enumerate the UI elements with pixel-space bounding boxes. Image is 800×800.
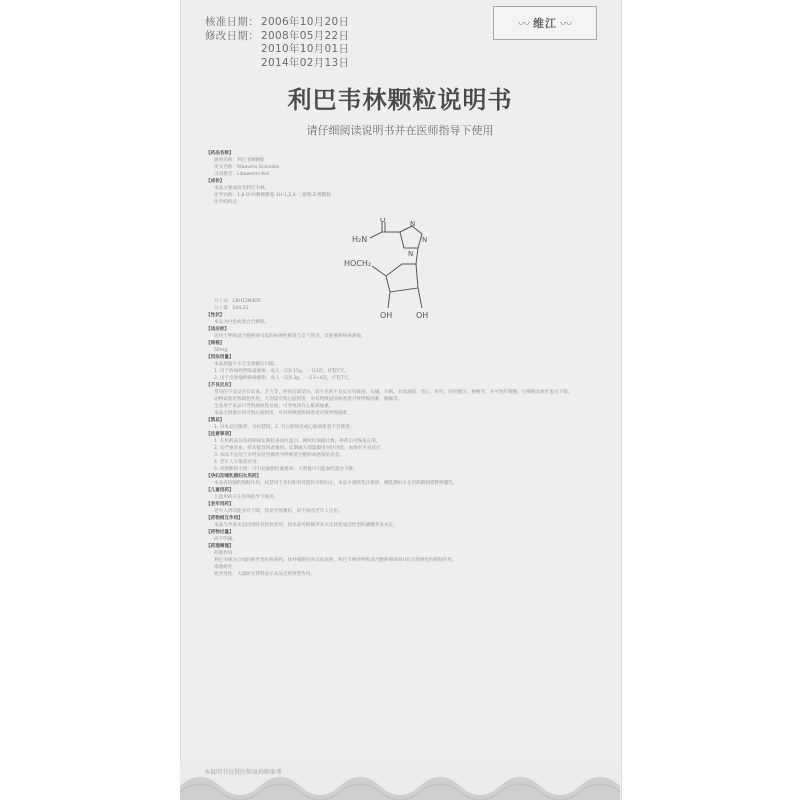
section-heading: 【孕妇及哺乳期妇女用药】 xyxy=(206,474,262,479)
section-text-line: 毒理研究 xyxy=(214,565,233,570)
nitrogen-label: N xyxy=(408,250,414,258)
section-text-line: 动物试验有致畸胎作用，大剂量可致心脏损害，对有呼吸道疾病患者可致呼吸困难、胸痛等。 xyxy=(214,397,403,402)
footer-text: 本说明书仅供医师及药师参考 xyxy=(204,769,283,776)
section-text-line: 2. 用于皮肤疱疹病毒感染：成人一次0.3g，一日3~4次，疗程7天。 xyxy=(214,376,353,381)
section-text-line: 本品大剂量应用可致心脏损害，对有呼吸道疾病患者可致呼吸困难。 xyxy=(214,411,352,416)
section-text-line: 1. 用于病毒性呼吸道感染：成人一次0.15g，一日3次，疗程7天。 xyxy=(214,369,350,374)
section-heading: 【老年用药】 xyxy=(206,502,234,507)
section-heading: 【适应症】 xyxy=(206,327,229,332)
section-text-line: 通用名称：利巴韦林颗粒 xyxy=(214,158,265,163)
hydroxyl-label: OH xyxy=(380,311,393,320)
section-heading: 【药理毒理】 xyxy=(206,544,234,549)
section-text-line: 全身用于本品可导致溶血性贫血，可导致原有心脏病加重。 xyxy=(214,404,334,409)
section-text-line: 4. 老年人不推荐应用。 xyxy=(214,460,262,465)
amide-label: H₂N xyxy=(352,235,368,244)
section-text-line: 药理作用 xyxy=(214,551,233,556)
section-text-line: 本品有较强的致畸作用，故禁用于孕妇和有可能怀孕的妇女。本品少量经乳汁排泄，哺乳期妇女在用药期间需暂停哺乳。 xyxy=(214,481,458,486)
date-row: 2014年02月13日 xyxy=(261,56,350,69)
section-heading: 【规格】 xyxy=(206,341,225,346)
section-heading: 【注意事项】 xyxy=(206,432,234,437)
decorative-wave-footer xyxy=(180,762,620,800)
document-title: 利巴韦林颗粒说明书 xyxy=(287,86,513,114)
hoch2-label: HOCH₂ xyxy=(344,259,372,268)
section-text-line: 分子量：244.21 xyxy=(214,306,249,311)
section-heading: 【儿童用药】 xyxy=(206,488,234,493)
section-text-line: 1. 在用药前及用药期间定期检查血红蛋白、网织红细胞计数，停药后可恢复正常。 xyxy=(214,439,381,444)
section-text-line: 汉语拼音：Libaweilin Keli xyxy=(214,172,270,177)
section-text-line: 英文名称：Ribavirin Granules xyxy=(214,165,280,170)
section-heading: 【药物相互作用】 xyxy=(206,516,243,521)
leaflet-sections-top xyxy=(206,150,590,206)
section-text-line: 1. 对本品过敏者、孕妇禁用。2. 有心脏病史或心脏病患者不宜使用。 xyxy=(214,425,355,430)
section-text-line: 儿童用药应在医师指导下使用。 xyxy=(214,495,279,500)
nitrogen-label: N xyxy=(410,220,416,228)
section-text-line: 致突变性：大量研究资料显示本品无致突变作用。 xyxy=(214,572,316,577)
date-row: 修改日期： 2008年05月22日 xyxy=(205,29,350,42)
section-text-line: 本品与齐多夫定同用时有拮抗作用，因本品可抑制齐多夫定转变成活性型的磷酸齐多夫定。 xyxy=(214,523,398,528)
brand-name: 维江 xyxy=(533,17,557,30)
section-text-line: 2. 有严重贫血、肝功能异常者慎用。长期或大剂量服用对肝功能、血象有不良反应。 xyxy=(214,446,386,451)
wave-icon: 〰 xyxy=(517,16,530,31)
section-text-line: 本品主要成份为利巴韦林。 xyxy=(214,186,270,191)
section-text-line: 常见的不良反应有贫血、乏力等，停药后即消失。较少见的不良反应有疲倦、头痛、失眠、食欲减退、恶心、呕吐、轻度腹泻、便秘等，并可致红细胞、白细胞及血红蛋白下降。 xyxy=(214,390,573,395)
section-heading: 【禁忌】 xyxy=(206,418,225,423)
section-heading: 【药物过量】 xyxy=(206,530,234,535)
section-text-line: 本品为白色或类白色颗粒。 xyxy=(214,320,270,325)
section-heading: 【用法用量】 xyxy=(206,355,234,360)
wave-icon: 〰 xyxy=(560,16,573,31)
section-text-line: 5. 对诊断的干扰：可引起血胆红素增高，大剂量可引起血红蛋白下降。 xyxy=(214,467,358,472)
section-text-line: 适用于呼吸道合胞病毒引起的病毒性肺炎与支气管炎，皮肤疱疹病毒感染。 xyxy=(214,334,366,339)
section-text-line: 分子式：C8H12N4O5 xyxy=(214,299,261,304)
section-heading: 【药品名称】 xyxy=(206,151,234,156)
section-text-line: 本品用温开水完全溶解后口服。 xyxy=(214,362,279,367)
section-text-line: 利巴韦林为合成的核苷类抗病毒药。体外细胞培养试验表明，利巴韦林对呼吸道合胞病毒(RSV)具有选择性的抑制作用。 xyxy=(214,558,457,563)
nitrogen-label: N xyxy=(422,236,428,244)
section-heading: 【不良反应】 xyxy=(206,383,234,388)
document-subtitle: 请仔细阅读说明书并在医师指导下使用 xyxy=(306,124,494,137)
date-row: 核准日期： 2006年10月20日 xyxy=(205,16,350,28)
leaflet-sections-main xyxy=(206,298,590,578)
section-text-line: 化学结构式： xyxy=(214,200,242,205)
section-text-line: 化学名称：1-β-D-呋喃核糖基-1H-1,2,4-三氮唑-3-羧酰胺 xyxy=(214,193,332,198)
section-text-line: 3. 本品不宜用于未经实验室确诊为呼吸道合胞病毒感染的患者。 xyxy=(214,453,344,458)
section-text-line: 尚不明确。 xyxy=(214,537,237,542)
section-text-line: 50mg xyxy=(214,348,228,353)
date-row: 2010年10月01日 xyxy=(261,43,350,55)
section-heading: 【性状】 xyxy=(206,313,225,318)
section-text-line: 老年人肾功能多有下降，容易导致蓄积，故不推荐老年人应用。 xyxy=(214,509,343,514)
hydroxyl-label: OH xyxy=(416,311,429,320)
section-heading: 【成份】 xyxy=(206,179,225,184)
brand-logo xyxy=(493,6,597,40)
approval-dates xyxy=(205,16,349,70)
oxygen-label: O xyxy=(380,218,386,224)
